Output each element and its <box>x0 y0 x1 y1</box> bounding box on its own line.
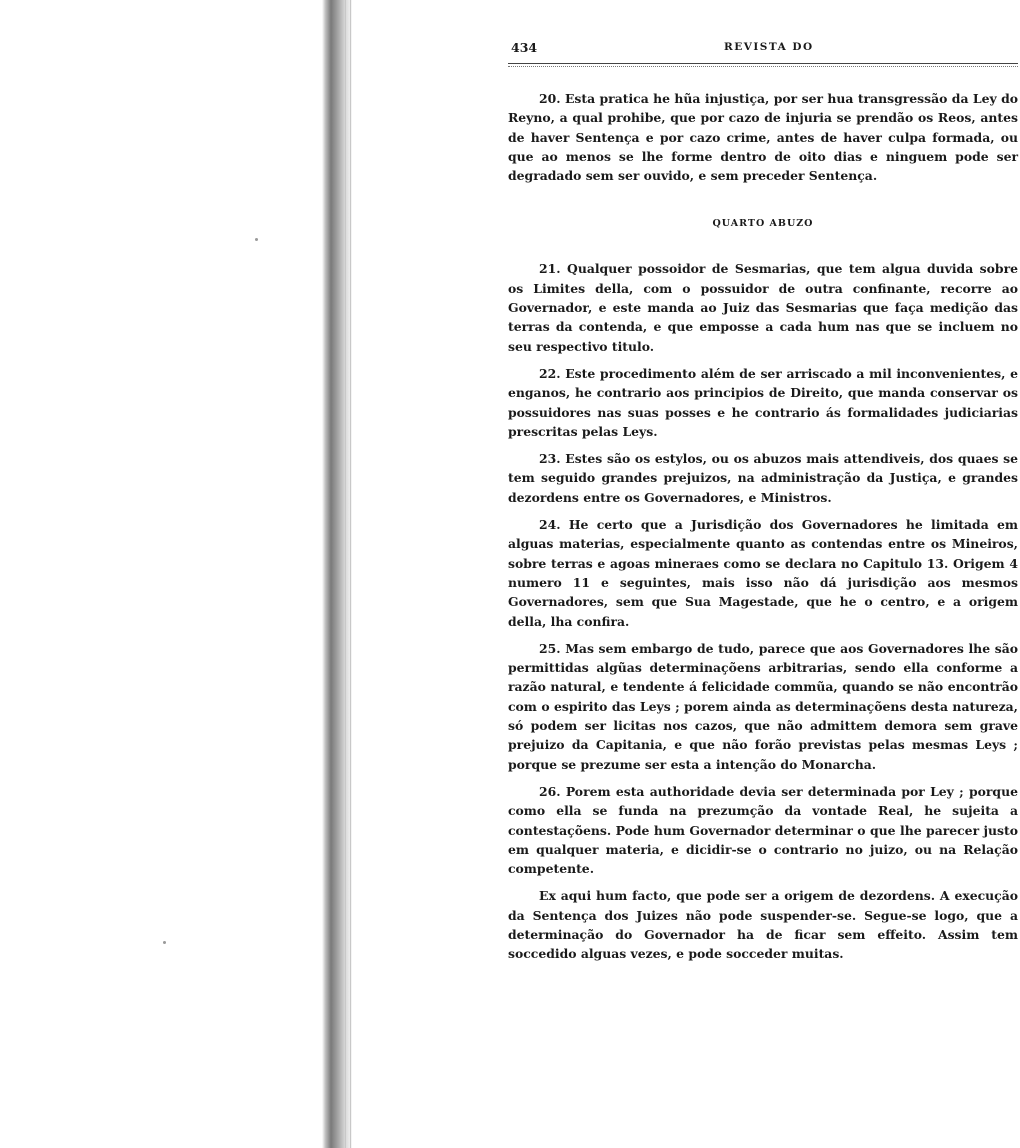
book-gutter-shadow <box>322 0 352 1148</box>
journal-title: REVISTA DO <box>724 41 814 53</box>
paragraph-25: 25. Mas sem embargo de tudo, parece que aos Governadores lhe são permittidas algũas determinaçõens arbitrarias, sendo ella conforme a razão natural, e tendente á felicidade commũa, quando se não encontrão com o espirito das Leys ; porem ainda as determinaçõens desta natureza, só podem ser licitas nos cazos, que não admittem demora sem grave prejuizo da Capitania, e que não forão previstas pelas mesmas Leys ; porque se prezume ser esta a intenção do Monarcha. <box>508 640 1018 772</box>
paper-speck <box>163 941 166 944</box>
paragraph-20: 20. Esta pratica he hũa injustiça, por ser hua transgressão da Ley do Reyno, a qual prohibe, que por cazo de injuria se prendão os Reos, antes de haver Sentença e por cazo crime, antes de haver culpa formada, ou que ao menos se lhe forme dentro de oito dias e ninguem pode ser degradado sem ser ouvido, e sem preceder Sentença. <box>508 91 1018 184</box>
paper-speck <box>255 238 258 241</box>
paragraph-24: 24. He certo que a Jurisdição dos Governadores he limitada em alguas materias, especialmente quanto as contendas entre os Mineiros, sobre terras e agoas mineraes como se declara no Capitulo 13. Origem 4 numero 11 e seguintes, mais isso não dá jurisdição aos mesmos Governadores, sem que Sua Magestade, que he o centro, e a origem della, lha confira. <box>508 517 1018 629</box>
header-rule <box>508 63 1018 67</box>
running-head <box>508 40 1018 60</box>
paragraph-conclusion: Ex aqui hum facto, que pode ser a origem de dezordens. A execução da Sentença dos Juizes não pode suspender-se. Segue-se logo, que a determinação do Governador ha de ficar sem effeito. Assim tem soccedido alguas vezes, e pode socceder muitas. <box>508 888 1018 962</box>
paragraph-21: 21. Qualquer possoidor de Sesmarias, que tem algua duvida sobre os Limites della, com o possuidor de outra confinante, recorre ao Governador, e este manda ao Juiz das Sesmarias que faça medição das terras da contenda, e que emposse a cada hum nas que se incluem no seu respectivo titulo. <box>508 261 1018 354</box>
gutter-line <box>345 0 346 1148</box>
paragraph-26: 26. Porem esta authoridade devia ser determinada por Ley ; porque como ella se funda na prezumção da vontade Real, he sujeita a contestaçõens. Pode hum Governador determinar o que lhe parecer justo em qualquer materia, e dicidir-se o contrario no juizo, ou na Relação competente. <box>508 783 1018 877</box>
book-page <box>508 40 1018 972</box>
paragraph-22: 22. Este procedimento além de ser arriscado a mil inconvenientes, e enganos, he contrario aos principios de Direito, que manda conservar os possuidores nas suas posses e he contrario ás formalidades judiciarias prescritas pelas Leys. <box>508 365 1018 439</box>
paragraph-23: 23. Estes são os estylos, ou os abuzos mais attendiveis, dos quaes se tem seguido grandes prejuizos, na administração da Justiça, e grandes dezordens entre os Governadores, e Ministros. <box>508 451 1018 505</box>
gutter-line <box>350 0 351 1148</box>
section-title: QUARTO ABUZO <box>712 218 814 230</box>
page-number: 434 <box>511 40 538 55</box>
